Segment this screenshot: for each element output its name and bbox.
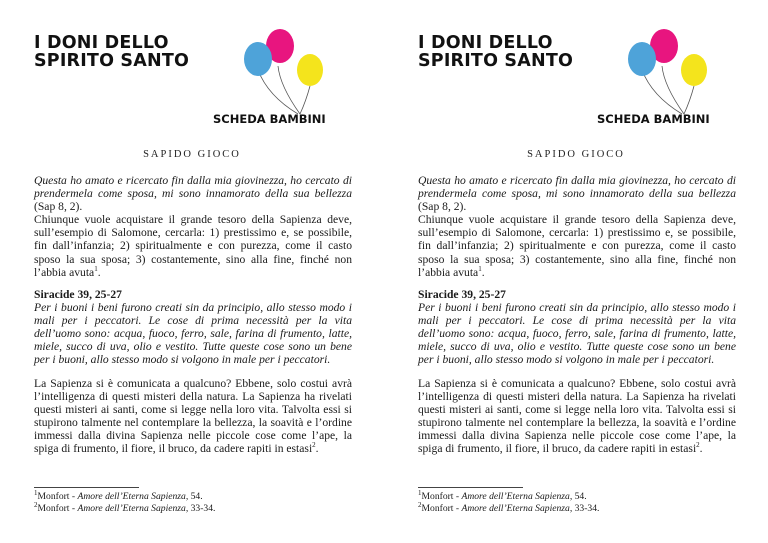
footnote-pages: 54. bbox=[188, 491, 203, 502]
siracide-title: Siracide 39, 25-27 bbox=[34, 288, 122, 301]
footnote-author: Monfort - bbox=[421, 503, 462, 515]
footnote-1 bbox=[418, 488, 736, 503]
intro-end: . bbox=[97, 265, 101, 279]
siracide-title: Siracide 39, 25-27 bbox=[418, 288, 506, 301]
intro-paragraph bbox=[34, 174, 352, 279]
wisdom-quote: Questa ho amato e ricercato fin dalla mia giovinezza, ho cercato di prendermela come sposa, mi sono innamorato della sua bellezza bbox=[34, 174, 352, 201]
main-text: La Sapienza si è comunicata a qualcuno? Ebbene, solo costui avrà l’intelligenza di questi misteri della natura. La Sapienza ha rivelati questi misteri ai santi, come si legge nella loro vita. Talvolta essi si stupirono talmente nel contemplare la bellezza, la soavità e l’ordine immessi dalla divina Sapienza nelle piccole cose come l’ape, la spiga di frumento, il fiore, il bruco, da cadere rapiti in estasi bbox=[34, 377, 352, 456]
footnote-divider bbox=[418, 487, 523, 488]
balloons-icon bbox=[238, 26, 338, 116]
intro-text: Chiunque vuole acquistare il grande tesoro della Sapienza deve, sull’esempio di Salomone, cercarla: 1) prestissimo e, se possibile, fin dall’infanzia; 2) spiritualmente e con purezza, come il casto sposo la sua sposa; 3) costantemente, sino alla fine, finché non l’abbia avuta bbox=[418, 213, 736, 279]
siracide-text: Per i buoni i beni furono creati sin da principio, allo stesso modo i mali per i peccatori. Le cose di prima necessità per la vita dell’uomo sono: acqua, fuoco, ferro, sale, farina di frumento, latte, miele, succo di uva, olio e vestito. Tutte queste cose sono un bene per i buoni, allo stesso modo si volgono in male per i peccatori. bbox=[34, 301, 352, 367]
footnote-pages: 33-34. bbox=[572, 503, 600, 515]
intro-paragraph bbox=[418, 174, 736, 279]
footnote-ref-1: 1 bbox=[94, 264, 98, 273]
footnote-work: Amore dell’Eterna Sapienza, bbox=[77, 503, 189, 515]
siracide-block bbox=[418, 288, 736, 367]
footnotes bbox=[418, 488, 736, 516]
footnote-number: 2 bbox=[34, 501, 38, 510]
footnote-ref-2: 2 bbox=[312, 441, 316, 450]
intro-end: . bbox=[481, 265, 485, 279]
footnote-pages: 54. bbox=[572, 491, 587, 502]
footnote-divider bbox=[34, 487, 139, 488]
footnote-author: Monfort - bbox=[421, 491, 462, 502]
quote-reference: (Sap 8, 2). bbox=[418, 200, 467, 214]
main-end: . bbox=[699, 442, 703, 456]
footnotes bbox=[34, 488, 352, 516]
quote-reference: (Sap 8, 2). bbox=[34, 200, 83, 214]
footnote-ref-1: 1 bbox=[478, 264, 482, 273]
main-text: La Sapienza si è comunicata a qualcuno? Ebbene, solo costui avrà l’intelligenza di questi misteri della natura. La Sapienza ha rivelati questi misteri ai santi, come si legge nella loro vita. Talvolta essi si stupirono talmente nel contemplare la bellezza, la soavità e l’ordine immessi dalla divina Sapienza nelle piccole cose come l’ape, la spiga di frumento, il fiore, il bruco, da cadere rapiti in estasi bbox=[418, 377, 736, 456]
scheda-badge: SCHEDA BAMBINI bbox=[597, 112, 710, 126]
footnote-author: Monfort - bbox=[37, 491, 78, 502]
footnote-number: 1 bbox=[34, 488, 38, 497]
footnote-2 bbox=[418, 503, 736, 515]
footnote-work: Amore dell’Eterna Sapienza, bbox=[461, 503, 573, 515]
section-title: SAPIDO GIOCO bbox=[527, 149, 625, 160]
footnote-pages: 33-34. bbox=[188, 503, 216, 515]
main-end: . bbox=[315, 442, 319, 456]
main-paragraph bbox=[34, 377, 352, 456]
footnote-2 bbox=[34, 503, 352, 515]
footnote-1 bbox=[34, 488, 352, 503]
footnote-work: Amore dell’Eterna Sapienza, bbox=[461, 491, 573, 502]
page-title: I DONI DELLO SPIRITO SANTO bbox=[34, 33, 190, 71]
main-paragraph bbox=[418, 377, 736, 456]
siracide-block bbox=[34, 288, 352, 367]
right-page bbox=[384, 0, 768, 543]
scheda-badge: SCHEDA BAMBINI bbox=[213, 112, 326, 126]
siracide-text: Per i buoni i beni furono creati sin da principio, allo stesso modo i mali per i peccatori. Le cose di prima necessità per la vita dell’uomo sono: acqua, fuoco, ferro, sale, farina di frumento, latte, miele, succo di uva, olio e vestito. Tutte queste cose sono un bene per i buoni, allo stesso modo si volgono in male per i peccatori. bbox=[418, 301, 736, 367]
footnote-work: Amore dell’Eterna Sapienza, bbox=[77, 491, 189, 502]
footnote-number: 1 bbox=[418, 488, 422, 497]
footnote-ref-2: 2 bbox=[696, 441, 700, 450]
page-title: I DONI DELLO SPIRITO SANTO bbox=[418, 33, 574, 71]
intro-text: Chiunque vuole acquistare il grande tesoro della Sapienza deve, sull’esempio di Salomone, cercarla: 1) prestissimo e, se possibile, fin dall’infanzia; 2) spiritualmente e con purezza, come il casto sposo la sua sposa; 3) costantemente, sino alla fine, finché non l’abbia avuta bbox=[34, 213, 352, 279]
section-title: SAPIDO GIOCO bbox=[143, 149, 241, 160]
footnote-number: 2 bbox=[418, 501, 422, 510]
footnote-author: Monfort - bbox=[37, 503, 78, 515]
balloons-icon bbox=[622, 26, 722, 116]
wisdom-quote: Questa ho amato e ricercato fin dalla mia giovinezza, ho cercato di prendermela come sposa, mi sono innamorato della sua bellezza bbox=[418, 174, 736, 201]
